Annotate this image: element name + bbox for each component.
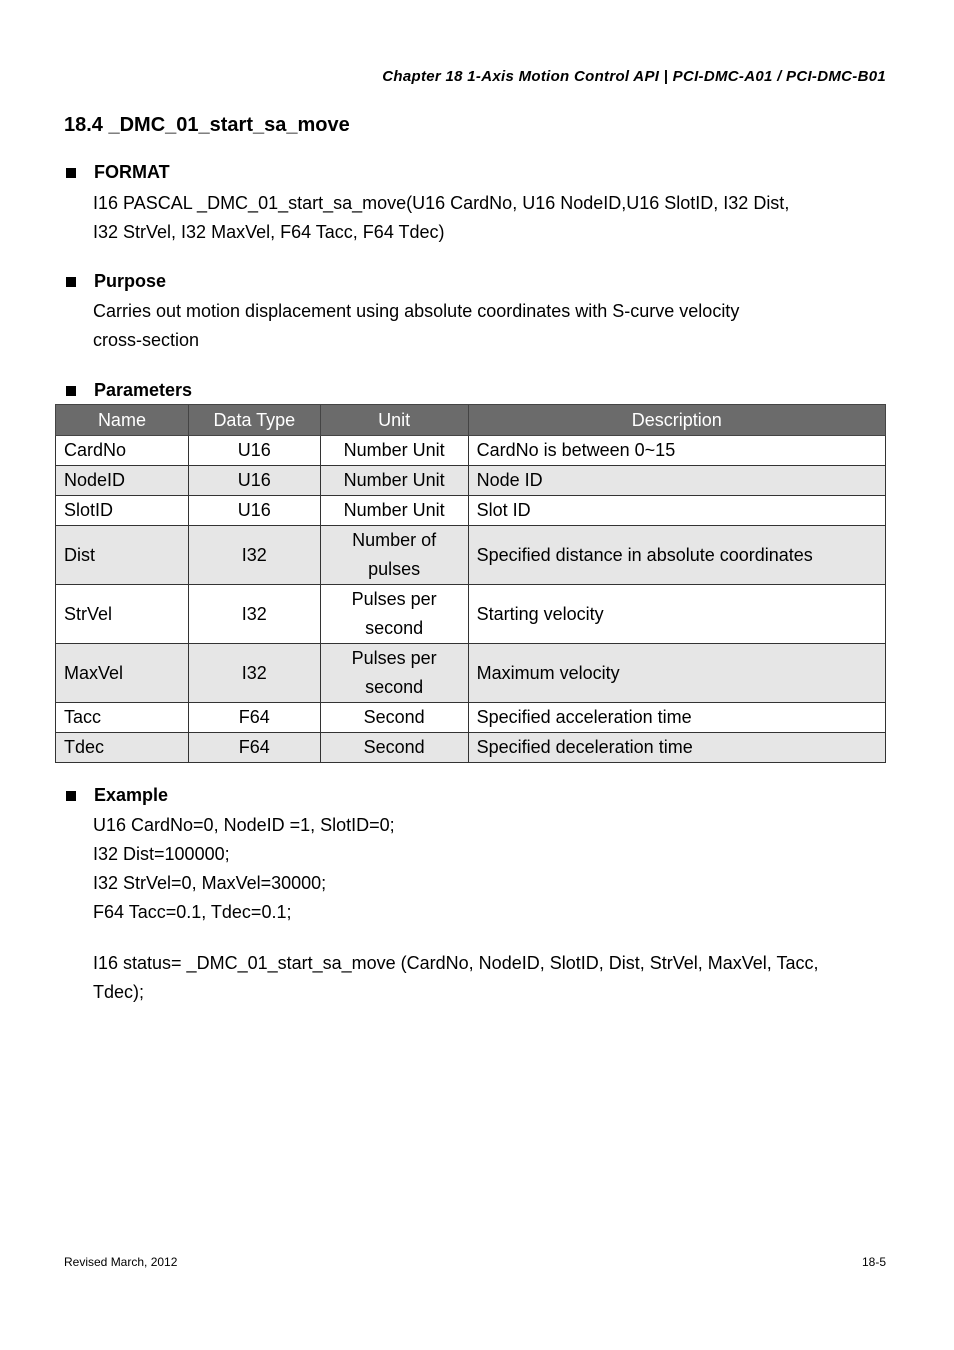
param-name: Tdec bbox=[56, 733, 189, 763]
param-type: I32 bbox=[188, 585, 320, 644]
table-header-row bbox=[56, 405, 886, 436]
format-heading bbox=[64, 162, 170, 183]
purpose-line: Carries out motion displacement using absolute coordinates with S-curve velocity bbox=[93, 301, 740, 321]
param-description: Node ID bbox=[468, 466, 885, 496]
param-name: Tacc bbox=[56, 703, 189, 733]
example-call bbox=[93, 949, 893, 1007]
parameters-heading-label: Parameters bbox=[94, 380, 193, 400]
param-description: Specified deceleration time bbox=[468, 733, 885, 763]
param-unit-line: Number of bbox=[352, 530, 437, 550]
purpose-body bbox=[93, 297, 893, 355]
format-line: I32 StrVel, I32 MaxVel, F64 Tacc, F64 Tdec) bbox=[93, 222, 445, 242]
param-name: SlotID bbox=[56, 496, 189, 526]
example-line: I32 Dist=100000; bbox=[93, 844, 230, 864]
param-type: U16 bbox=[188, 496, 320, 526]
table-row bbox=[56, 496, 886, 526]
column-header-description: Description bbox=[468, 405, 885, 436]
param-unit: Number Unit bbox=[320, 466, 468, 496]
example-code bbox=[93, 811, 893, 927]
param-type: F64 bbox=[188, 733, 320, 763]
footer-page-number: 18-5 bbox=[861, 1255, 886, 1269]
param-name: StrVel bbox=[56, 585, 189, 644]
table-row bbox=[56, 466, 886, 496]
table-row bbox=[56, 585, 886, 644]
purpose-heading bbox=[64, 271, 166, 292]
example-call-line: I16 status= _DMC_01_start_sa_move (CardNo, NodeID, SlotID, Dist, StrVel, MaxVel, Tacc, bbox=[93, 953, 819, 973]
param-unit-line: second bbox=[365, 618, 424, 638]
example-line: U16 CardNo=0, NodeID =1, SlotID=0; bbox=[93, 815, 395, 835]
purpose-heading-label: Purpose bbox=[94, 271, 167, 291]
param-description: Slot ID bbox=[468, 496, 885, 526]
param-name: MaxVel bbox=[56, 644, 189, 703]
param-description: Specified acceleration time bbox=[468, 703, 885, 733]
section-title: 18.4 _DMC_01_start_sa_move bbox=[64, 114, 350, 136]
param-unit-line: second bbox=[365, 677, 424, 697]
column-header-data-type: Data Type bbox=[188, 405, 320, 436]
table-row bbox=[56, 733, 886, 763]
table-row bbox=[56, 436, 886, 466]
purpose-line: cross-section bbox=[93, 330, 200, 350]
param-type: I32 bbox=[188, 526, 320, 585]
example-line: F64 Tacc=0.1, Tdec=0.1; bbox=[93, 902, 292, 922]
param-unit: Number Unit bbox=[320, 496, 468, 526]
param-unit bbox=[320, 526, 468, 585]
param-type: U16 bbox=[188, 436, 320, 466]
param-unit-line: pulses bbox=[368, 559, 421, 579]
param-description: Specified distance in absolute coordinates bbox=[468, 526, 885, 585]
column-header-name: Name bbox=[56, 405, 189, 436]
page-header: Chapter 18 1-Axis Motion Control API | PCI-DMC-A01 / PCI-DMC-B01 bbox=[382, 68, 886, 85]
param-type: F64 bbox=[188, 703, 320, 733]
param-unit: Second bbox=[320, 733, 468, 763]
square-bullet-icon bbox=[66, 168, 76, 178]
parameters-table bbox=[55, 404, 886, 763]
param-description: Starting velocity bbox=[468, 585, 885, 644]
column-header-unit: Unit bbox=[320, 405, 468, 436]
param-description: CardNo is between 0~15 bbox=[468, 436, 885, 466]
example-heading-label: Example bbox=[94, 785, 169, 805]
table-row bbox=[56, 644, 886, 703]
param-unit: Number Unit bbox=[320, 436, 468, 466]
param-type: I32 bbox=[188, 644, 320, 703]
table-row bbox=[56, 703, 886, 733]
param-description: Maximum velocity bbox=[468, 644, 885, 703]
param-unit bbox=[320, 644, 468, 703]
example-line: I32 StrVel=0, MaxVel=30000; bbox=[93, 873, 327, 893]
param-type: U16 bbox=[188, 466, 320, 496]
format-heading-label: FORMAT bbox=[94, 162, 170, 182]
format-body bbox=[93, 189, 893, 247]
param-name: NodeID bbox=[56, 466, 189, 496]
param-name: Dist bbox=[56, 526, 189, 585]
param-unit bbox=[320, 585, 468, 644]
parameters-heading bbox=[64, 380, 192, 401]
param-name: CardNo bbox=[56, 436, 189, 466]
footer-revision: Revised March, 2012 bbox=[64, 1255, 178, 1269]
table-row bbox=[56, 526, 886, 585]
example-call-line: Tdec); bbox=[93, 982, 145, 1002]
square-bullet-icon bbox=[66, 386, 76, 396]
param-unit: Second bbox=[320, 703, 468, 733]
format-line: I16 PASCAL _DMC_01_start_sa_move(U16 CardNo, U16 NodeID,U16 SlotID, I32 Dist, bbox=[93, 193, 790, 213]
square-bullet-icon bbox=[66, 791, 76, 801]
example-heading bbox=[64, 785, 168, 806]
param-unit-line: Pulses per bbox=[351, 648, 437, 668]
param-unit-line: Pulses per bbox=[351, 589, 437, 609]
square-bullet-icon bbox=[66, 277, 76, 287]
